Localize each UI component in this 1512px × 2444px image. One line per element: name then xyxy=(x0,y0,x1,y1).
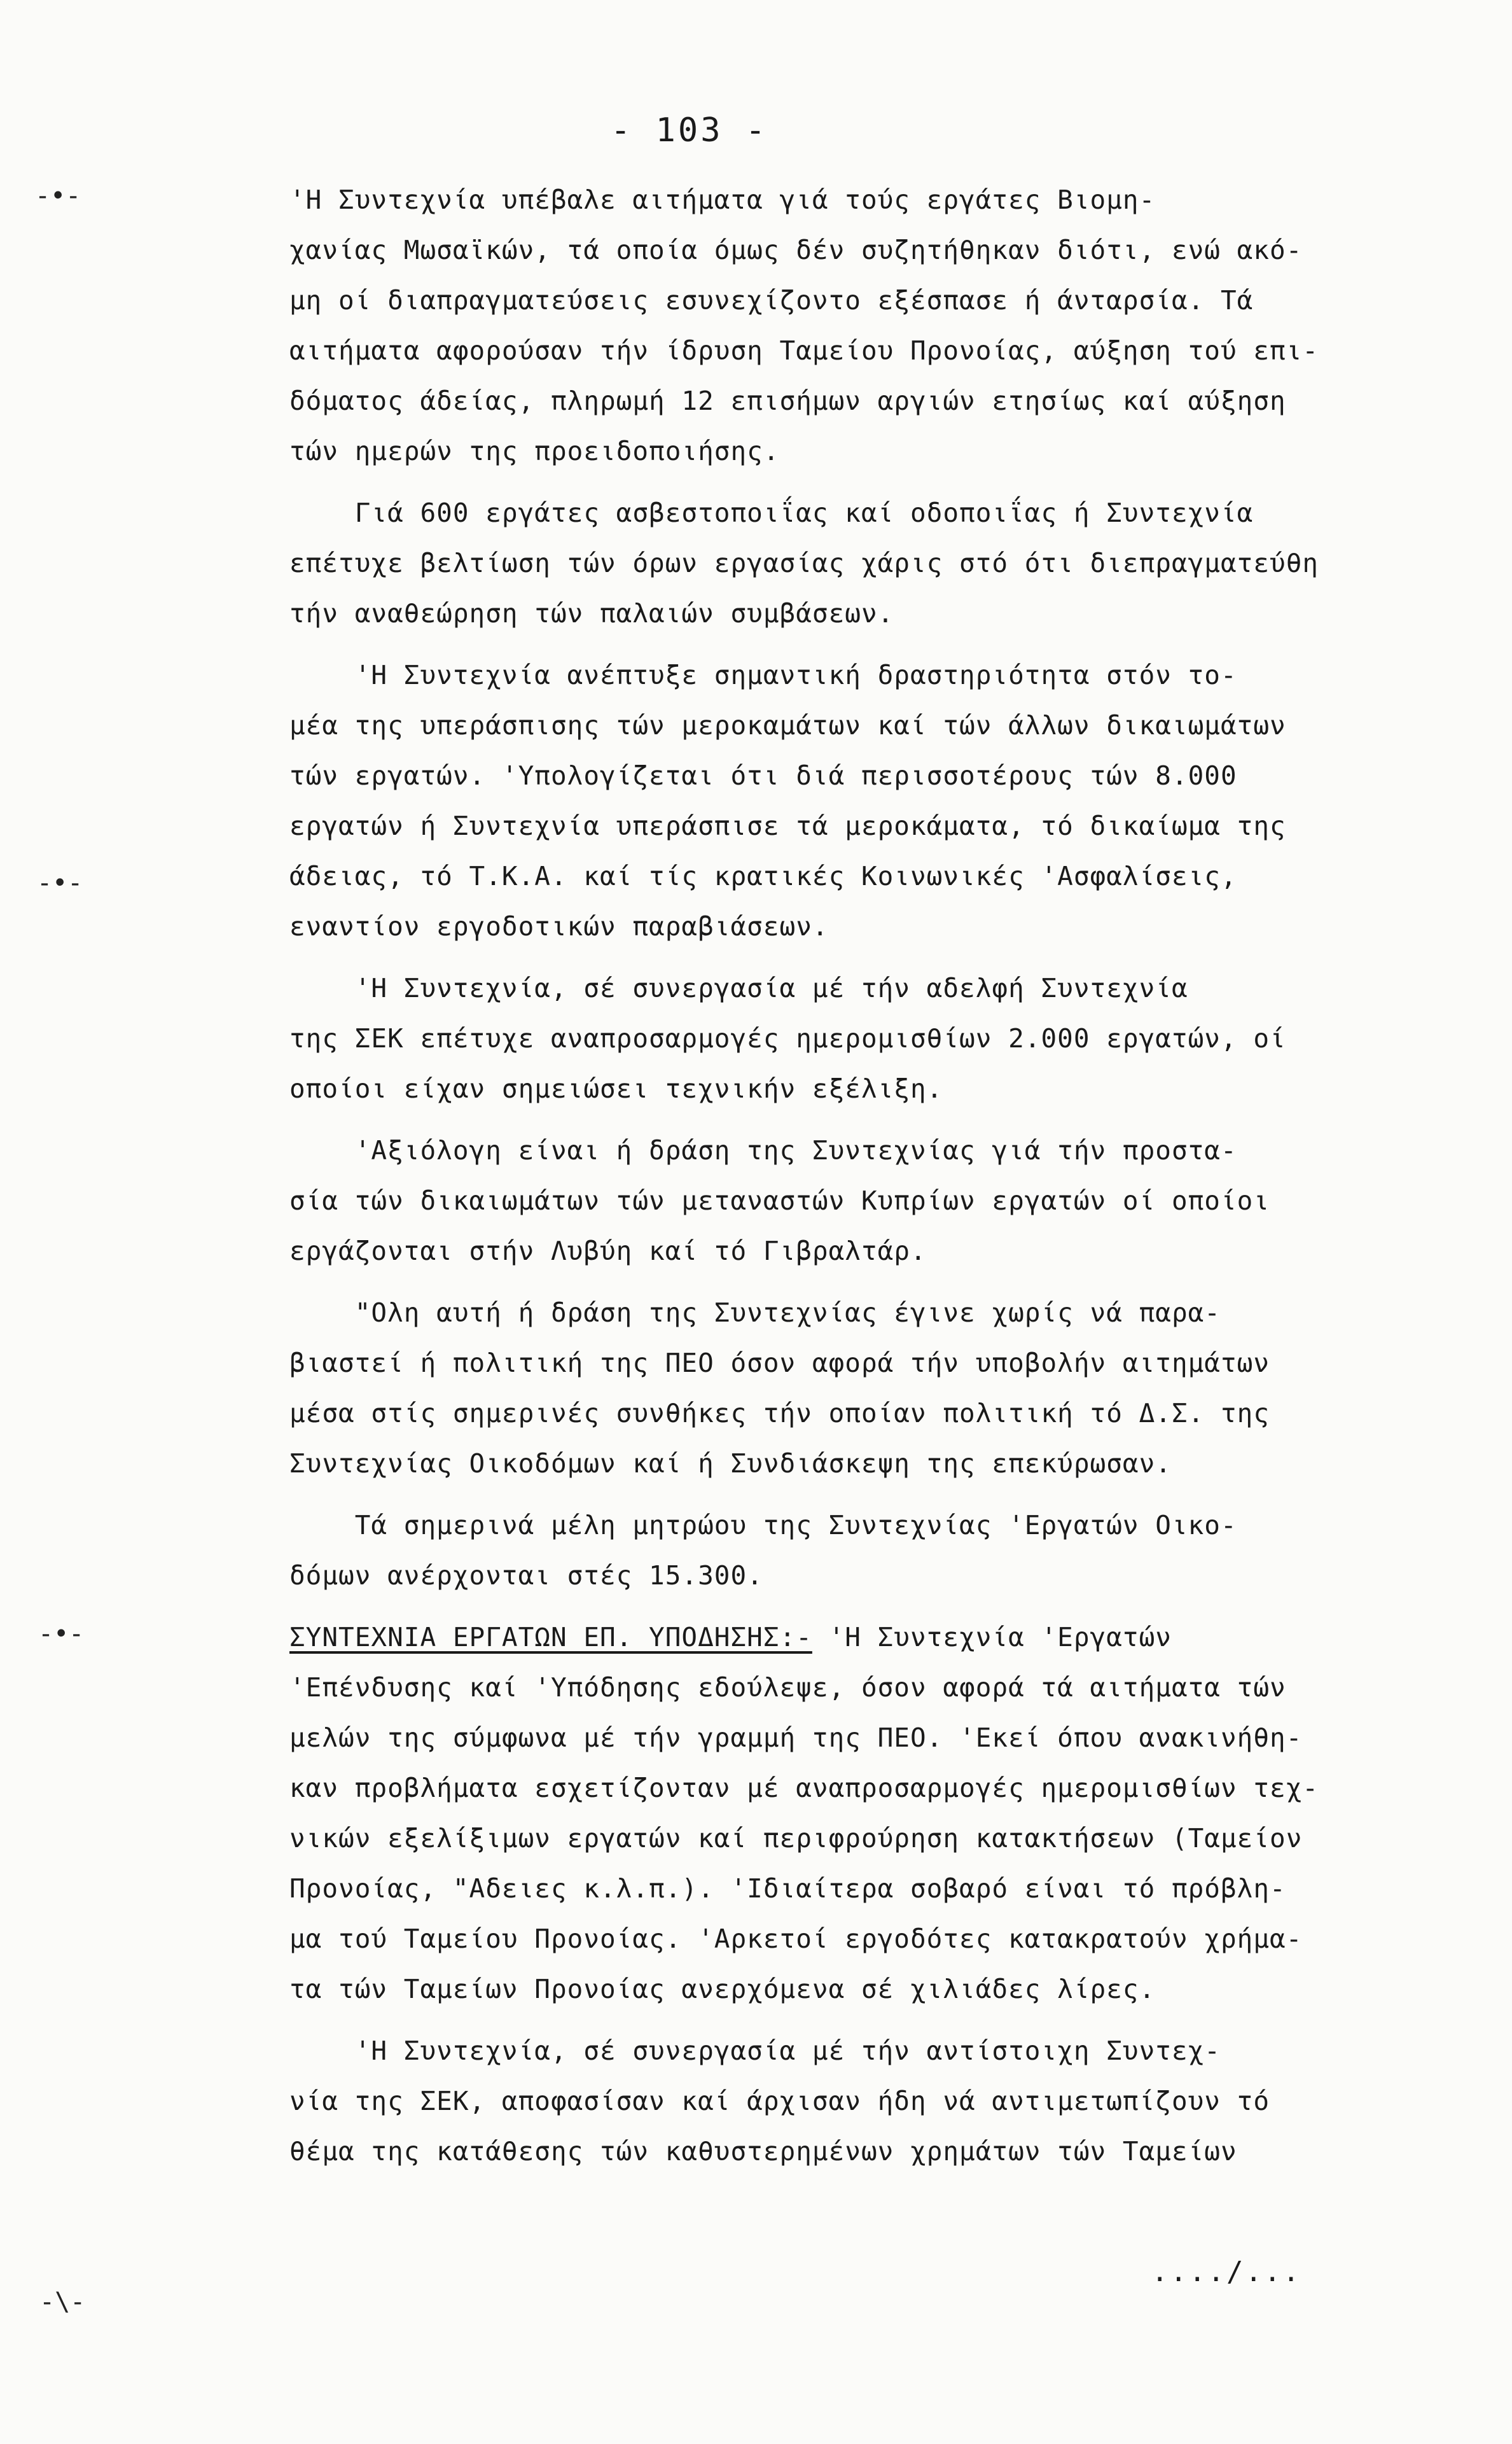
text-line: Συντεχνίας Οικοδόμων καί ή Συνδιάσκεψη της επεκύρωσαν. xyxy=(289,1448,1172,1479)
text-line: χανίας Μωσαϊκών, τά οποία όμως δέν συζητήθηκαν διότι, ενώ ακό- xyxy=(289,235,1303,265)
text-line: Τά σημερινά μέλη μητρώου της Συντεχνίας 'Εργατών Οικο- xyxy=(289,1510,1237,1540)
text-line: της ΣΕΚ επέτυχε αναπροσαρμογές ημερομισθίων 2.000 εργατών, οί xyxy=(289,1023,1286,1054)
text-line: νία της ΣΕΚ, αποφασίσαν καί άρχισαν ήδη νά αντιμετωπίζουν τό xyxy=(289,2086,1270,2116)
text-line: δόματος άδείας, πληρωμή 12 επισήμων αργιών ετησίως καί αύξηση xyxy=(289,386,1286,416)
text-line: τήν αναθεώρηση τών παλαιών συμβάσεων. xyxy=(289,598,894,629)
text-line: Γιά 600 εργάτες ασβεστοποιΐας καί οδοποιΐας ή Συντεχνία xyxy=(289,498,1254,528)
text-line: θέμα της κατάθεσης τών καθυστερημένων χρημάτων τών Ταμείων xyxy=(289,2136,1237,2167)
document-body xyxy=(289,175,1409,2177)
text-line: 'Η Συντεχνία, σέ συνεργασία μέ τήν αντίστοιχη Συντεχ- xyxy=(289,2036,1221,2066)
margin-tick-mark: -•- xyxy=(38,1619,85,1649)
text-line: 'Η Συντεχνία υπέβαλε αιτήματα γιά τούς εργάτες Βιομη- xyxy=(289,185,1156,215)
text-line: εναντίον εργοδοτικών παραβιάσεων. xyxy=(289,911,829,942)
margin-tick-mark: -•- xyxy=(37,869,83,898)
continuation-mark: ..../... xyxy=(1151,2256,1301,2288)
paragraph xyxy=(289,1126,1409,1276)
margin-tick-mark: -\- xyxy=(39,2287,86,2317)
margin-tick-mark: -•- xyxy=(35,181,81,211)
text-line: μελών της σύμφωνα μέ τήν γραμμή της ΠΕΟ. 'Εκεί όπου ανακινήθη- xyxy=(289,1722,1303,1753)
text-line: τών ημερών της προειδοποιήσης. xyxy=(289,436,780,466)
text-line: "Ολη αυτή ή δράση της Συντεχνίας έγινε χωρίς νά παρα- xyxy=(289,1297,1221,1328)
text-line: μέα της υπεράσπισης τών μεροκαμάτων καί τών άλλων δικαιωμάτων xyxy=(289,710,1286,741)
text-line: δόμων ανέρχονται στές 15.300. xyxy=(289,1560,763,1591)
text-line: εργατών ή Συντεχνία υπεράσπισε τά μεροκάματα, τό δικαίωμα της xyxy=(289,811,1286,841)
text-line: καν προβλήματα εσχετίζονταν μέ αναπροσαρμογές ημερομισθίων τεχ- xyxy=(289,1773,1319,1803)
paragraph xyxy=(289,175,1409,477)
text-line: εργάζονται στήν Λυβύη καί τό Γιβραλτάρ. xyxy=(289,1236,927,1266)
section-first-line-rest: 'Η Συντεχνία 'Εργατών xyxy=(812,1622,1172,1652)
section-union-footwear xyxy=(289,1612,1409,2177)
text-line: τών εργατών. 'Υπολογίζεται ότι διά περισσοτέρους τών 8.000 xyxy=(289,760,1237,791)
text-line: νικών εξελίξιμων εργατών καί περιφρούρηση κατακτήσεων (Ταμείον xyxy=(289,1823,1303,1854)
text-line: 'Επένδυσης καί 'Υπόδησης εδούλεψε, όσον αφορά τά αιτήματα τών xyxy=(289,1672,1286,1703)
text-line: άδειας, τό Τ.Κ.Α. καί τίς κρατικές Κοινωνικές 'Ασφαλίσεις, xyxy=(289,861,1237,891)
paragraph xyxy=(289,1288,1409,1489)
page-number: - 103 - xyxy=(611,111,768,150)
text-line: επέτυχε βελτίωση τών όρων εργασίας χάρις στό ότι διεπραγματεύθη xyxy=(289,548,1319,578)
paragraph xyxy=(289,963,1409,1114)
text-line: μα τού Ταμείου Προνοίας. 'Αρκετοί εργοδότες κατακρατούν χρήμα- xyxy=(289,1924,1303,1954)
text-line: αιτήματα αφορούσαν τήν ίδρυση Ταμείου Προνοίας, αύξηση τού επι- xyxy=(289,335,1319,366)
paragraph xyxy=(289,650,1409,952)
text-line: οποίοι είχαν σημειώσει τεχνικήν εξέλιξη. xyxy=(289,1073,943,1104)
text-line: τα τών Ταμείων Προνοίας ανερχόμενα σέ χιλιάδες λίρες. xyxy=(289,1974,1156,2004)
text-line: 'Αξιόλογη είναι ή δράση της Συντεχνίας γιά τήν προστα- xyxy=(289,1135,1237,1166)
text-line: Προνοίας, "Αδειες κ.λ.π.). 'Ιδιαίτερα σοβαρό είναι τό πρόβλη- xyxy=(289,1873,1286,1904)
text-line: σία τών δικαιωμάτων τών μεταναστών Κυπρίων εργατών οί οποίοι xyxy=(289,1185,1270,1216)
section-first-line xyxy=(289,1612,1409,1663)
text-line: μέσα στίς σημερινές συνθήκες τήν οποίαν πολιτική τό Δ.Σ. της xyxy=(289,1398,1270,1428)
section-heading: ΣΥΝΤΕΧΝΙΑ ΕΡΓΑΤΩΝ ΕΠ. ΥΠΟΔΗΣΗΣ:- xyxy=(289,1622,812,1652)
text-line: 'Η Συντεχνία ανέπτυξε σημαντική δραστηριότητα στόν το- xyxy=(289,660,1237,690)
text-line: βιαστεί ή πολιτική της ΠΕΟ όσον αφορά τήν υποβολήν αιτημάτων xyxy=(289,1348,1270,1378)
text-line: μη οί διαπραγματεύσεις εσυνεχίζοντο εξέσπασε ή άνταρσία. Τά xyxy=(289,285,1254,316)
text-line: 'Η Συντεχνία, σέ συνεργασία μέ τήν αδελφή Συντεχνία xyxy=(289,973,1188,1003)
paragraph xyxy=(289,488,1409,639)
paragraph xyxy=(289,1500,1409,1601)
